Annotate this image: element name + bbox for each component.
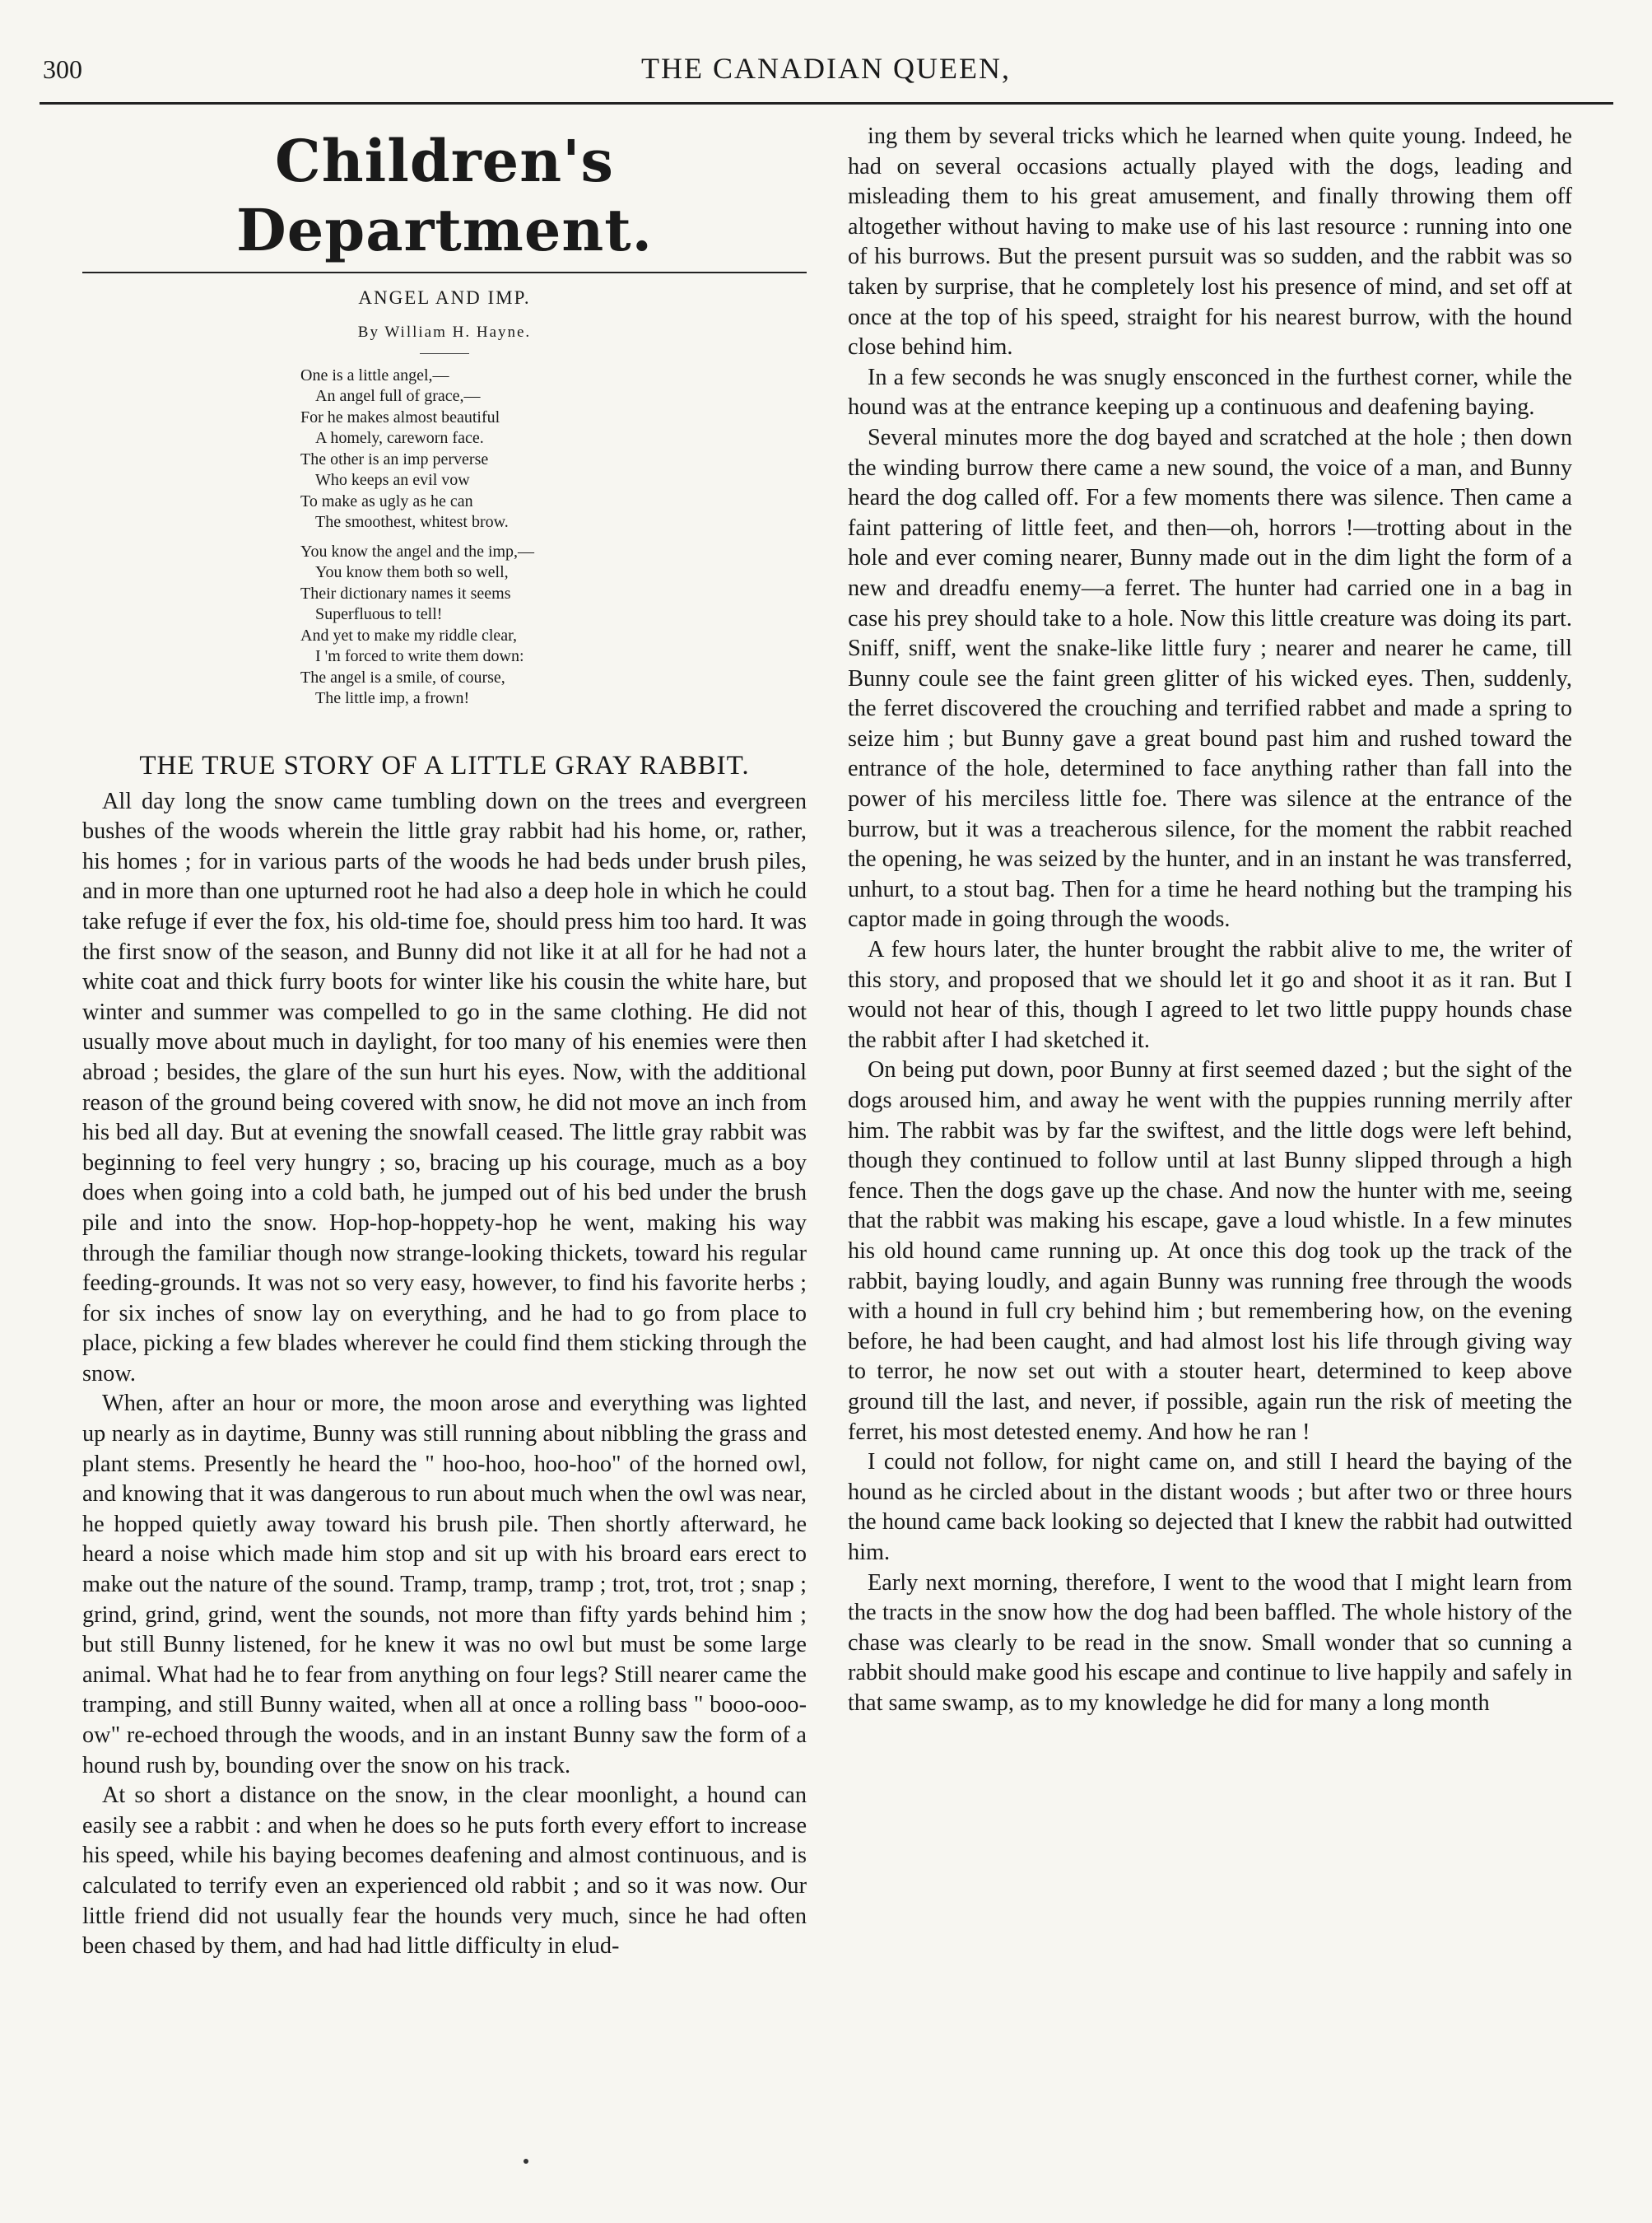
story-paragraph: All day long the snow came tumbling down on the trees and evergreen bushes of the woods wherein the little gray rabbit had his home, or, rather, his homes ; for in various parts of the woods he had beds under brush piles, and in more than one upturned root he had also a deep hole in which he could take refuge if ever the fox, his old-time foe, should press him too hard. It was the first snow of the season, and Bunny did not like it at all for he had not a white coat and thick furry boots for winter like his cousin the white hare, but winter and summer was compelled to go in the same clothing. He did not usually move about much in daylight, for too many of his enemies were then abroad ; besides, the glare of the sun hurt his eyes. Now, with the additional reason of the ground being covered with snow, he did not move an inch from his bed all day. But at evening the snowfall ceased. The little gray rabbit was beginning to feel very hungry ; so, bracing up his courage, much as a boy does when going into a cold bath, he jumped out of his bed under the brush pile and into the snow. Hop-hop-hoppety-hop he went, making his way through the familiar though now strange-looking thickets, toward his regular feeding-grounds. It was not so very easy, however, to find his favorite herbs ; for six inches of snow lay on everything, and he had to go from place to place, picking a few blades wherever he could find them sticking through the snow. — [82, 788, 807, 1386]
story-paragraph: I could not follow, for night came on, and still I heard the baying of the hound as he circled about in the distant woods ; but after two or three hours the hound came back looking so dejected that I knew the rabbit had outwitted him. — [848, 1449, 1572, 1565]
poem-line: The little imp, a frown! — [315, 689, 470, 708]
poem-title: ANGEL AND IMP. — [358, 287, 531, 308]
poem-line: And yet to make my riddle clear, — [300, 626, 517, 645]
poem-line: You know them both so well, — [315, 563, 509, 582]
poem-line: The angel is a smile, of course, — [300, 668, 505, 687]
right-column — [848, 122, 1572, 1718]
story-paragraph: In a few seconds he was snugly ensconced in the furthest corner, while the hound was at the entrance keeping up a continuous and deafening baying. — [848, 364, 1572, 421]
poem-line: Superfluous to tell! — [315, 605, 443, 624]
poem-byline: By William H. Hayne. — [357, 324, 532, 341]
story-title: THE TRUE STORY OF A LITTLE GRAY RABBIT. — [139, 750, 750, 781]
header-rule — [40, 102, 1613, 105]
poem-line: An angel full of grace,— — [315, 387, 481, 406]
poem-line: The smoothest, whitest brow. — [315, 513, 509, 532]
story-paragraph: At so short a distance on the snow, in the clear moonlight, a hound can easily see a rabbit : and when he does so he puts forth every effort to increase his speed, while his baying becomes deafening and almost continuous, and is calculated to terrify even an experienced old rabbit ; and so it was now. Our little friend did not usually fear the hounds very much, since he had often been chased by them, and had had little difficulty in elud- — [82, 1783, 807, 1960]
right-paragraphs — [848, 122, 1572, 1718]
poem-body — [300, 366, 613, 710]
poem-line: You know the angel and the imp,— — [300, 542, 535, 561]
department-title-rule — [82, 272, 807, 273]
page-mark — [524, 2159, 528, 2164]
poem-line: Who keeps an evil vow — [315, 471, 470, 490]
poem-stanza — [300, 366, 613, 534]
department-title: Children's Department. — [236, 127, 653, 264]
story-paragraph: On being put down, poor Bunny at first seemed dazed ; but the sight of the dogs aroused him, and away he went with the puppies running merrily after him. The rabbit was by far the swiftest, and the little dogs were left behind, though they continued to follow until at last Bunny slipped through a high fence. Then the dogs gave up the chase. And now the hunter with me, seeing that the rabbit was making his escape, gave a loud whistle. In a few minutes his old hound came running up. At once this dog took up the track of the rabbit, baying loudly, and again Bunny was running free through the woods with a hound in full cry behind him ; but remembering how, on the evening before, he had been caught, and had almost lost his life through giving way to terror, he now set out with a stouter heart, determined to keep above ground till the last, and never, if possible, again run the risk of meeting the ferret, his most detested enemy. And how he ran ! — [848, 1057, 1572, 1445]
story-paragraph: Several minutes more the dog bayed and scratched at the hole ; then down the winding burrow there came a new sound, the voice of a man, and Bunny heard the dog called off. For a few moments there was silence. Then came a faint pattering of little feet, and then—oh, horrors !—trotting about in the hole and ever coming nearer, Bunny made out in the dim light the form of a new and dreadfu enemy—a ferret. The hunter had carried one in a bag in case his prey should take to a hole. Now this little creature was doing its part. Sniff, sniff, went the snake-like little fury ; nearer and nearer he came, till Bunny coule see the faint green glitter of his wicked eyes. Then, suddenly, the ferret discovered the crouching and terrified rabbet and made a spring to seize him ; but Bunny gave a great bound past him and rushed toward the entrance of the hole, determined to face anything rather than fall into the power of his merciless little foe. There was silence at the entrance of the burrow, but it was a treacherous silence, for the moment the rabbit reached the opening, he was seized by the hunter, and in an instant he was transferred, unhurt, to a stout bag. Then for a time he heard nothing but the tramping his captor made in going through the woods. — [848, 424, 1572, 933]
story-paragraph: ing them by several tricks which he learned when quite young. Indeed, he had on several occasions actually played with the dogs, leading and misleading them to his great amusement, and finally throwing them off altogether without having to make use of his last resource : running into one of his burrows. But the present pursuit was so sudden, and the rabbit was so taken by surprise, that he completely lost his presence of mind, and set off at once at the top of his speed, straight for his nearest burrow, with the hound close behind him. — [848, 124, 1572, 361]
poem-line: To make as ugly as he can — [300, 492, 473, 510]
running-title: THE CANADIAN QUEEN, — [641, 52, 1011, 85]
left-paragraphs — [82, 787, 807, 1962]
poem-line: The other is an imp perverse — [300, 450, 489, 468]
poem-stanza — [300, 542, 613, 710]
story-paragraph: When, after an hour or more, the moon arose and everything was lighted up nearly as in daytime, Bunny was still running about nibbling the grass and plant stems. Presently he heard the " hoo-hoo, hoo-hoo" of the horned owl, and knowing that it was dangerous to run about much when the owl was near, he hopped quietly away toward his brush pile. Then shortly afterward, he heard a noise which made him stop and sit up with his broard ears erect to make out the nature of the sound. Tramp, tramp, tramp ; trot, trot, trot ; snap ; grind, grind, grind, went the sounds, not more than fifty yards behind him ; but still Bunny listened, for he knew it was no owl but must be some large animal. What had he to fear from anything on four legs? Still nearer came the tramping, and still Bunny waited, when all at once a rolling bass " booo-ooo-ow" re-echoed through the woods, and in an instant Bunny saw the form of a hound rush by, bounding over the snow on his track. — [82, 1391, 807, 1778]
poem-line: A homely, careworn face. — [315, 429, 484, 448]
poem-line: Their dictionary names it seems — [300, 584, 511, 603]
page-number: 300 — [43, 54, 82, 84]
poem-rule — [420, 353, 469, 354]
poem-line: For he makes almost beautiful — [300, 408, 500, 426]
story-paragraph: Early next morning, therefore, I went to the wood that I might learn from the tracts in the snow how the dog had been baffled. The whole history of the chase was clearly to be read in the snow. Small wonder that so cunning a rabbit should make good his escape and continue to live happily and safely in that same swamp, as to my knowledge he did for many a long month — [848, 1569, 1572, 1716]
poem-line: One is a little angel,— — [300, 366, 449, 384]
poem-line: I 'm forced to write them down: — [315, 647, 524, 666]
left-column — [82, 122, 807, 1962]
story-paragraph: A few hours later, the hunter brought the rabbit alive to me, the writer of this story, and proposed that we should let it go and shoot it as it ran. But I would not hear of this, though I agreed to let two little puppy hounds chase the rabbit after I had sketched it. — [848, 937, 1572, 1053]
